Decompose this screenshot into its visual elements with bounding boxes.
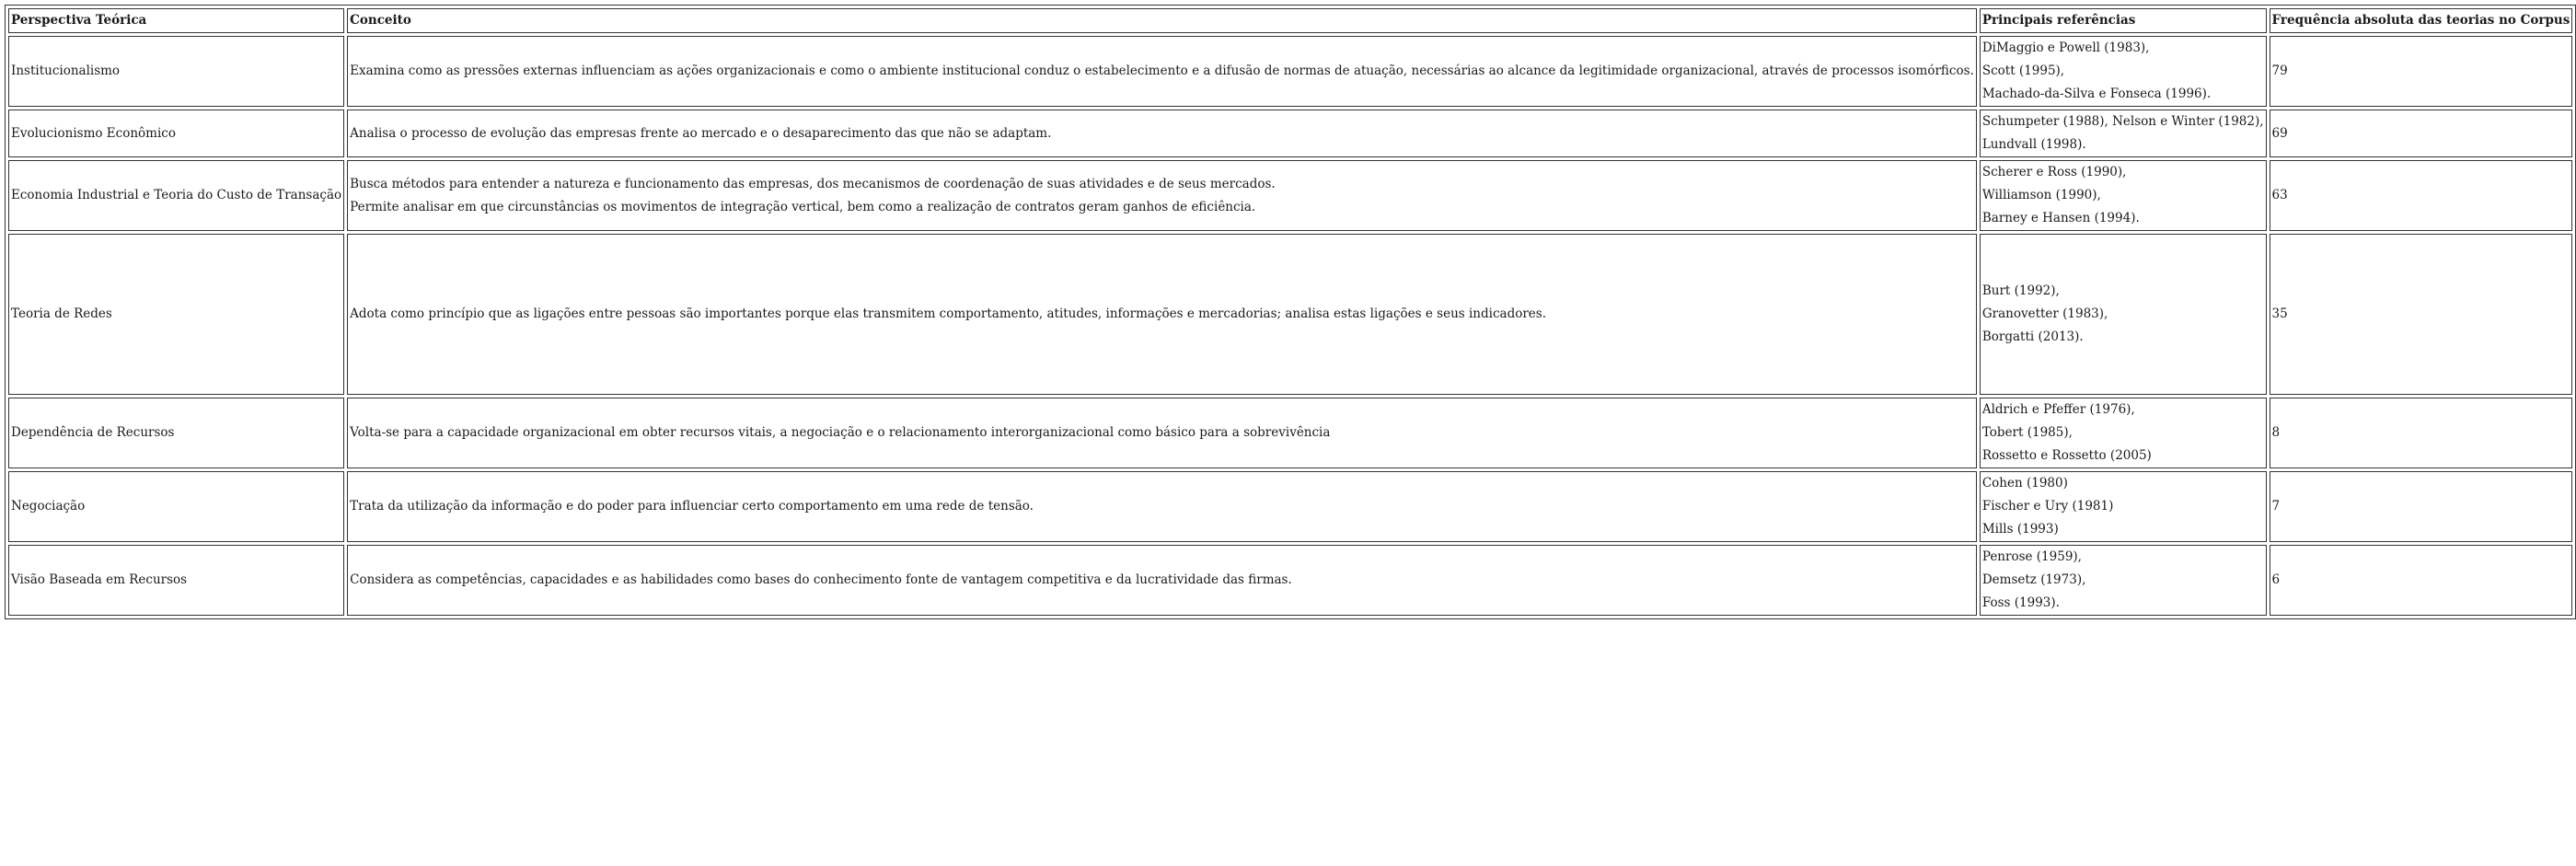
header-frequencia: Frequência absoluta das teorias no Corpus: [2270, 8, 2573, 33]
reference-line: Machado-da-Silva e Fonseca (1996).: [1981, 87, 2212, 101]
concept-line: Adota como princípio que as ligações entre pessoas são importantes porque elas transmitem comportamento, atitudes, informações e mercadorias; analisa estas ligações e seus indicadores.: [350, 306, 1546, 321]
reference-line: Barney e Hansen (1994).: [1981, 211, 2140, 225]
concept-line: Considera as competências, capacidades e as habilidades como bases do conhecimento fonte de vantagem competitiva e da lucratividade das firmas.: [350, 572, 1292, 587]
reference-line: Cohen (1980): [1981, 476, 2068, 491]
cell-perspectiva: Visão Baseada em Recursos: [8, 545, 344, 616]
cell-frequencia: 79: [2270, 36, 2573, 107]
cell-referencias: [1980, 471, 2267, 542]
header-row: [8, 8, 2572, 33]
reference-line: Demsetz (1973),: [1981, 572, 2086, 587]
cell-conceito: [347, 160, 1977, 231]
theory-table: [5, 5, 2576, 619]
concept-line: Examina como as pressões externas influenciam as ações organizacionais e como o ambiente institucional conduz o estabelecimento e a difusão de normas de atuação, necessárias ao alcance da legitimidade organizacional, através de processos isomórficos.: [350, 64, 1974, 78]
cell-referencias: [1980, 234, 2267, 395]
table-row: [8, 234, 2572, 395]
cell-frequencia: 8: [2270, 398, 2573, 468]
cell-referencias: [1980, 545, 2267, 616]
table-body: [8, 36, 2572, 616]
reference-line: Burt (1992),: [1981, 283, 2060, 298]
table-header: [8, 8, 2572, 33]
cell-frequencia: 7: [2270, 471, 2573, 542]
header-perspectiva: Perspectiva Teórica: [8, 8, 344, 33]
table-row: [8, 160, 2572, 231]
cell-perspectiva: Institucionalismo: [8, 36, 344, 107]
cell-perspectiva: Teoria de Redes: [8, 234, 344, 395]
reference-line: Aldrich e Pfeffer (1976),: [1981, 402, 2135, 417]
reference-line: Scott (1995),: [1981, 64, 2065, 78]
reference-line: Williamson (1990),: [1981, 188, 2101, 202]
reference-line: Mills (1993): [1981, 522, 2059, 537]
cell-perspectiva: Dependência de Recursos: [8, 398, 344, 468]
cell-frequencia: 63: [2270, 160, 2573, 231]
reference-line: Schumpeter (1988), Nelson e Winter (1982),: [1981, 114, 2264, 129]
table-row: [8, 398, 2572, 468]
cell-conceito: [347, 234, 1977, 395]
concept-line: Trata da utilização da informação e do poder para influenciar certo comportamento em uma rede de tensão.: [350, 499, 1034, 514]
reference-line: Scherer e Ross (1990),: [1981, 165, 2127, 179]
concept-line: Permite analisar em que circunstâncias os movimentos de integração vertical, bem como a realização de contratos geram ganhos de eficiência.: [350, 199, 1256, 214]
concept-line: Analisa o processo de evolução das empresas frente ao mercado e o desaparecimento das que não se adaptam.: [350, 125, 1052, 141]
cell-referencias: [1980, 36, 2267, 107]
table-row: [8, 36, 2572, 107]
cell-perspectiva: Economia Industrial e Teoria do Custo de Transação: [8, 160, 344, 231]
cell-conceito: [347, 36, 1977, 107]
cell-perspectiva: Evolucionismo Econômico: [8, 110, 344, 157]
reference-line: Penrose (1959),: [1981, 549, 2082, 564]
cell-frequencia: 69: [2270, 110, 2573, 157]
table-row: [8, 545, 2572, 616]
cell-conceito: [347, 398, 1977, 468]
reference-line: Tobert (1985),: [1981, 425, 2073, 440]
reference-line: Foss (1993).: [1981, 595, 2060, 610]
reference-line: DiMaggio e Powell (1983),: [1981, 40, 2150, 55]
cell-referencias: [1980, 110, 2267, 157]
table-row: [8, 471, 2572, 542]
cell-conceito: [347, 110, 1977, 157]
cell-frequencia: 6: [2270, 545, 2573, 616]
cell-frequencia: 35: [2270, 234, 2573, 395]
cell-referencias: [1980, 160, 2267, 231]
reference-line: Lundvall (1998).: [1981, 137, 2086, 152]
header-referencias: Principais referências: [1980, 8, 2267, 33]
header-conceito: Conceito: [347, 8, 1977, 33]
table-wrapper: [5, 5, 2576, 619]
cell-conceito: [347, 471, 1977, 542]
cell-perspectiva: Negociação: [8, 471, 344, 542]
cell-conceito: [347, 545, 1977, 616]
reference-line: Rossetto e Rossetto (2005): [1981, 448, 2152, 463]
reference-line: Granovetter (1983),: [1981, 306, 2108, 321]
concept-line: Volta-se para a capacidade organizacional em obter recursos vitais, a negociação e o relacionamento interorganizacional como básico para a sobrevivência: [350, 425, 1331, 440]
reference-line: Borgatti (2013).: [1981, 329, 2084, 344]
cell-referencias: [1980, 398, 2267, 468]
reference-line: Fischer e Ury (1981): [1981, 499, 2114, 514]
table-row: [8, 110, 2572, 157]
concept-line: Busca métodos para entender a natureza e funcionamento das empresas, dos mecanismos de coordenação de suas atividades e de seus mercados.: [350, 176, 1276, 191]
